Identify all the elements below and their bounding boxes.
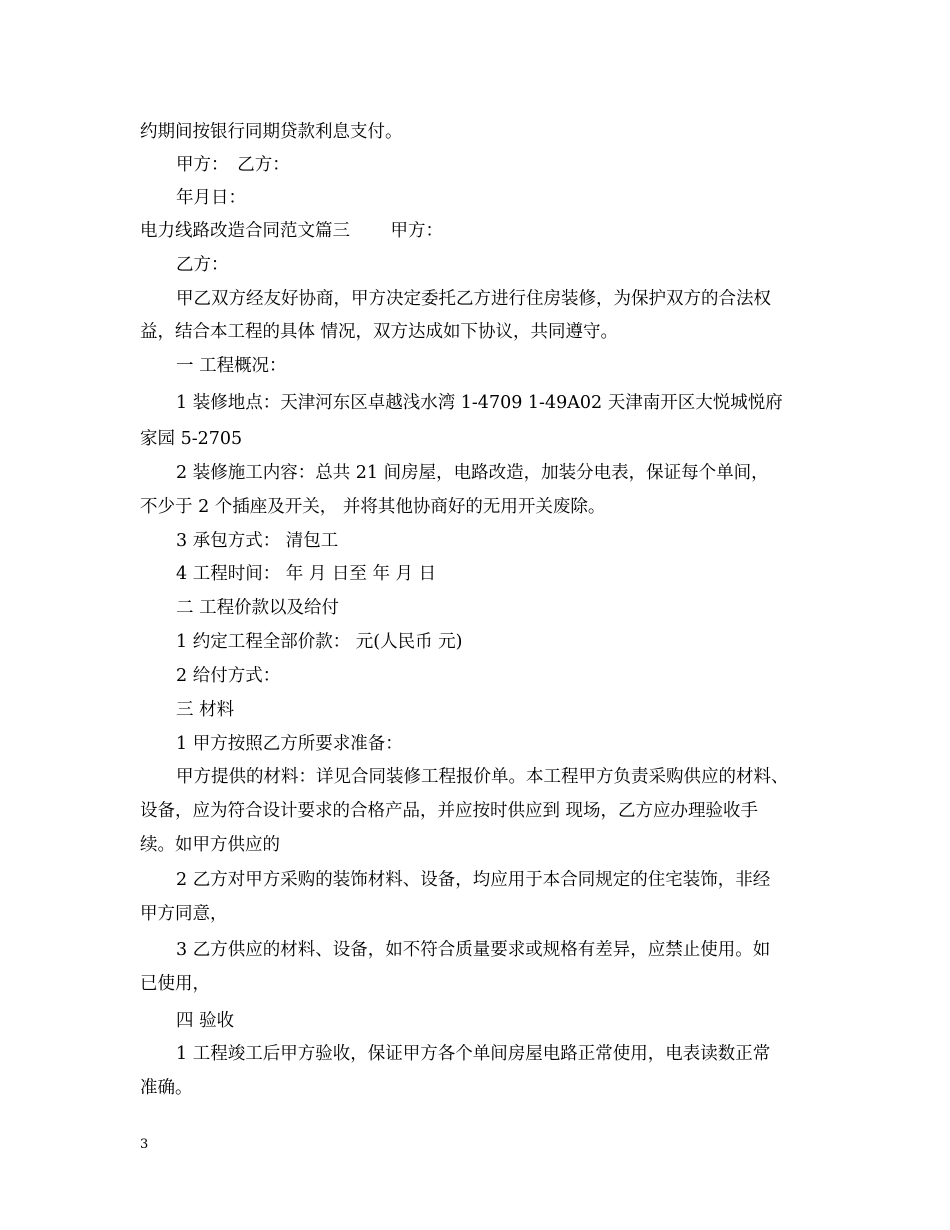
text-line: 甲乙双方经友好协商，甲方决定委托乙方进行住房装修，为保护双方的合法权 [176, 289, 771, 309]
text-line: 约期间按银行同期贷款利息支付。 [140, 122, 403, 142]
text-line: 年月日： [176, 188, 246, 208]
text-line: 家园 5-2705 [140, 429, 243, 449]
text-line: 乙方： [176, 255, 229, 275]
text-line: 1 工程竣工后甲方验收，保证甲方各个单间房屋电路正常使用，电表读数正常 [176, 1044, 771, 1064]
text-line: 3 承包方式： 清包工 [176, 531, 339, 551]
text-line: 4 工程时间： 年 月 日至 年 月 日 [176, 564, 437, 584]
page-number: 3 [140, 1137, 149, 1152]
text-line: 准确。 [140, 1078, 193, 1098]
section-heading: 电力线路改造合同范文篇三 甲方： [140, 221, 444, 241]
text-line: 2 乙方对甲方采购的装饰材料、设备，均应用于本合同规定的住宅装饰，非经 [176, 870, 771, 890]
text-line: 不少于 2 个插座及开关， 并将其他协商好的无用开关废除。 [140, 497, 606, 517]
text-line: 一 工程概况： [176, 356, 287, 376]
text-line: 已使用， [140, 974, 210, 994]
text-line: 甲方提供的材料：详见合同装修工程报价单。本工程甲方负责采购供应的材料、 [176, 767, 789, 787]
text-line: 甲方同意， [140, 904, 228, 924]
text-line: 三 材料 [176, 700, 235, 720]
text-line: 二 工程价款以及给付 [176, 598, 340, 618]
text-line: 续。如甲方供应的 [140, 835, 280, 855]
text-line: 1 约定工程全部价款： 元(人民币 元) [176, 632, 463, 652]
text-line: 1 装修地点：天津河东区卓越浅水湾 1-4709 1-49A02 天津南开区大悦城悦府 [176, 393, 783, 413]
text-line: 2 给付方式： [176, 666, 281, 686]
text-line: 益，结合本工程的具体 情况，双方达成如下协议，共同遵守。 [140, 322, 619, 342]
text-line: 四 验收 [176, 1011, 235, 1031]
text-line: 3 乙方供应的材料、设备，如不符合质量要求或规格有差异，应禁止使用。如 [176, 940, 771, 960]
text-line: 甲方： 乙方： [176, 155, 290, 175]
text-line: 1 甲方按照乙方所要求准备： [176, 734, 403, 754]
text-line: 设备，应为符合设计要求的合格产品，并应按时供应到 现场，乙方应办理验收手 [140, 801, 759, 821]
text-line: 2 装修施工内容：总共 21 间房屋，电路改造，加装分电表，保证每个单间， [176, 463, 769, 483]
